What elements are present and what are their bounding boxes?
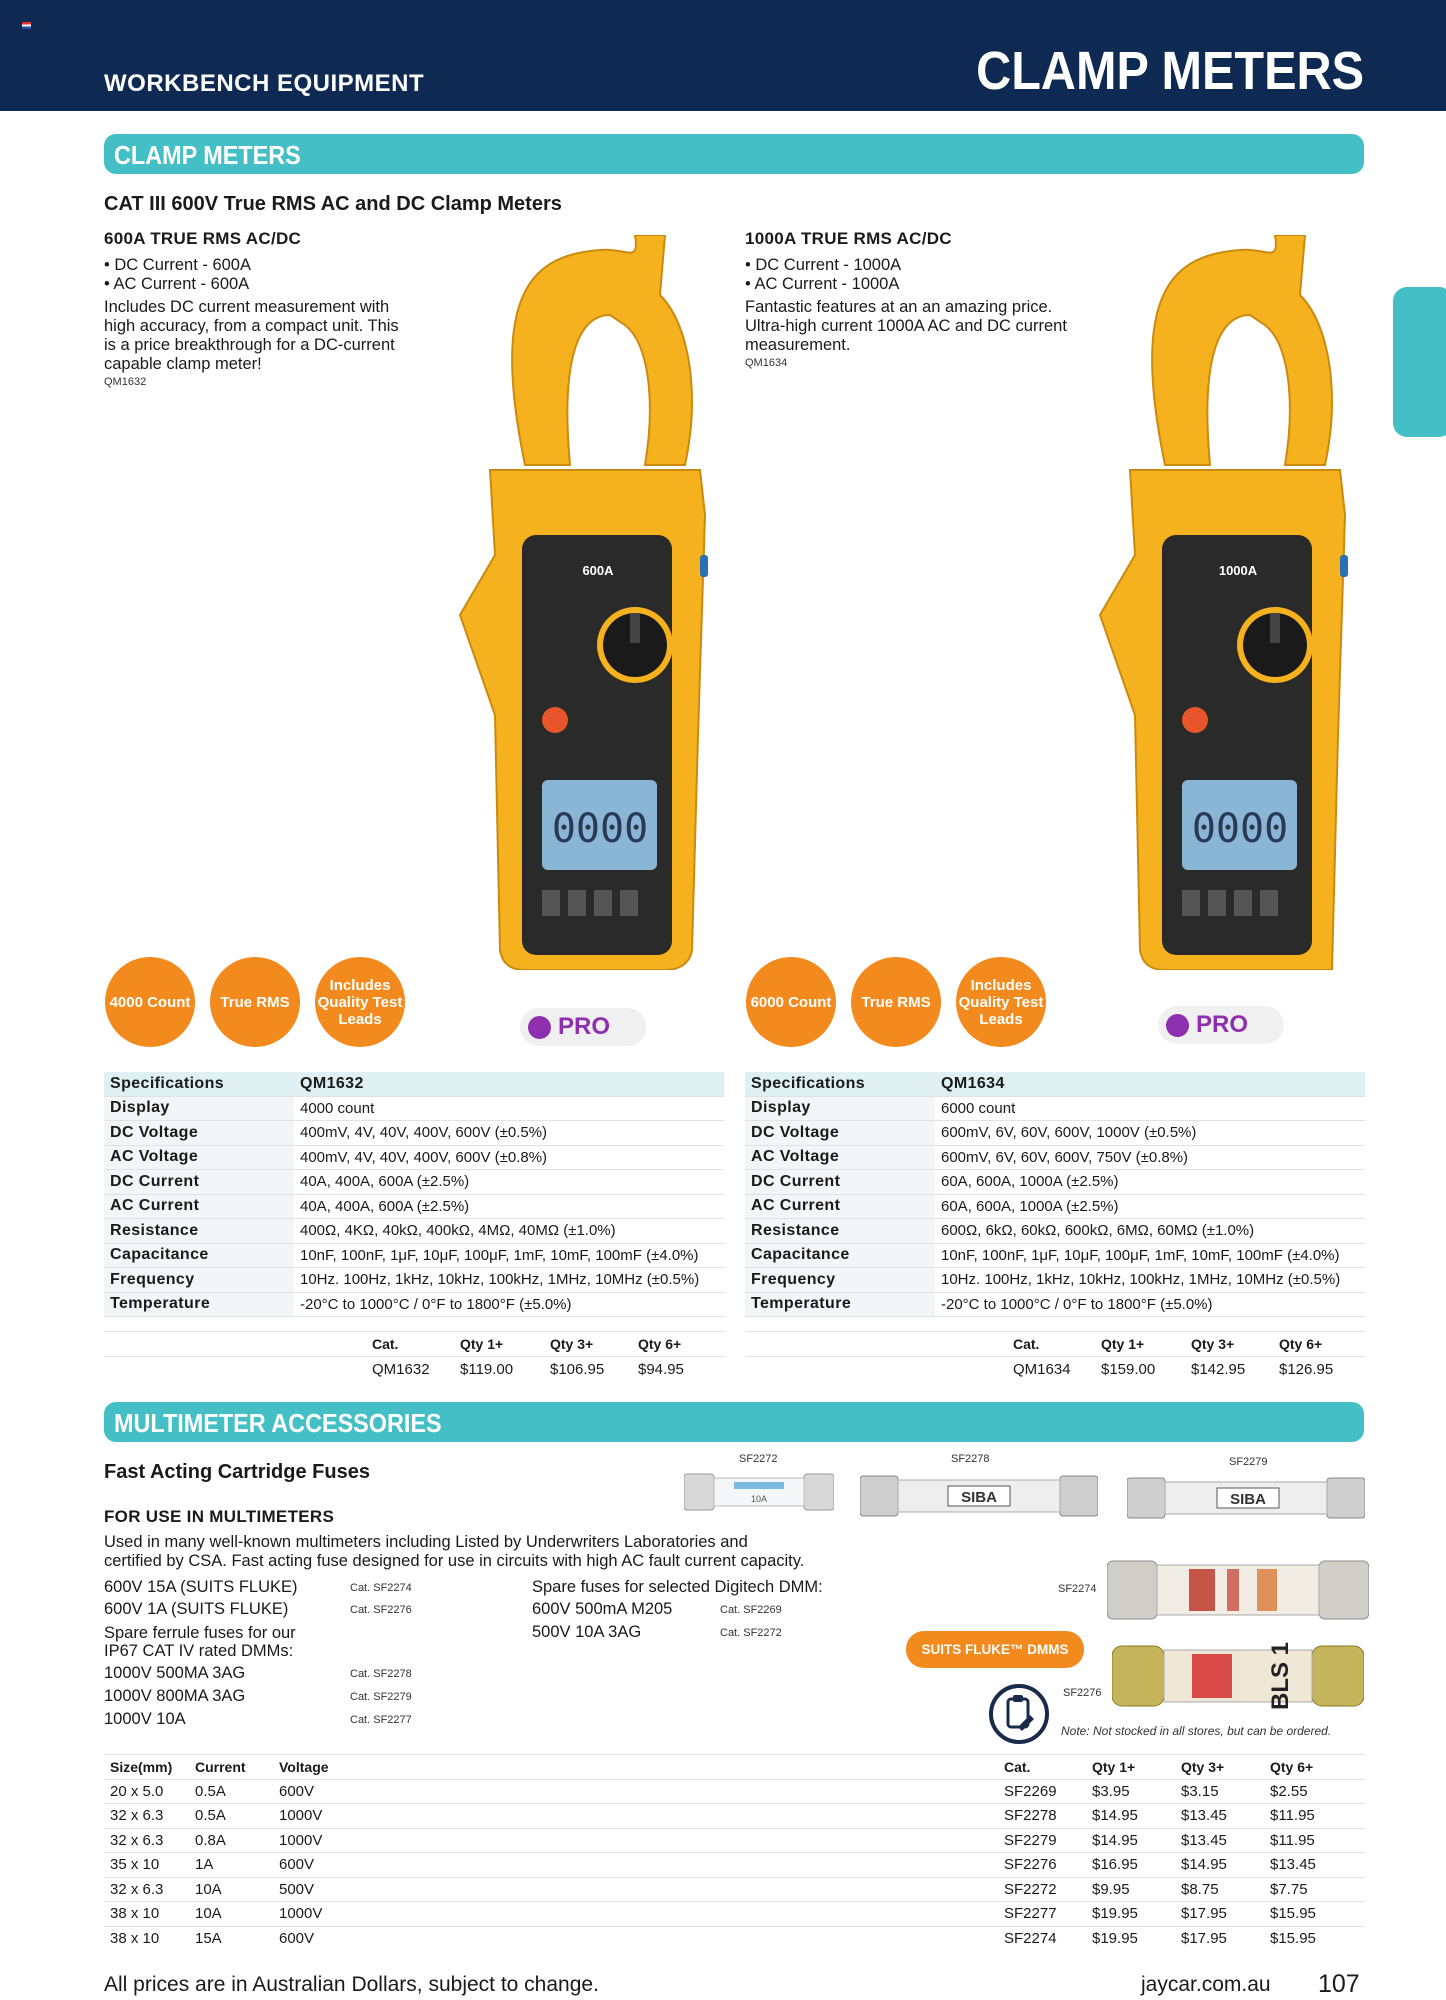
section-title: WORKBENCH EQUIPMENT bbox=[104, 70, 425, 97]
product-bullet: • DC Current - 600A bbox=[104, 256, 251, 274]
table-row: 32 x 6.3 10A 500V SF2272 $9.95 $8.75 $7.75 bbox=[104, 1877, 1365, 1902]
fuse-image-label: SF2272 bbox=[739, 1453, 778, 1465]
fuse-table bbox=[104, 1754, 1365, 1950]
spec-key: Resistance bbox=[745, 1219, 935, 1244]
price-header: Qty 6+ bbox=[638, 1332, 724, 1357]
spec-key: AC Current bbox=[104, 1194, 294, 1219]
product-bullet: • AC Current - 1000A bbox=[745, 275, 900, 293]
price-header: Qty 1+ bbox=[460, 1332, 550, 1357]
fuse-cat: Cat. SF2276 bbox=[350, 1604, 412, 1616]
fuse-table-header: Current bbox=[189, 1755, 273, 1780]
spec-key: AC Voltage bbox=[745, 1145, 935, 1170]
feature-badge: 6000 Count bbox=[746, 957, 836, 1047]
table-row: 35 x 10 1A 600V SF2276 $16.95 $14.95 $13.45 bbox=[104, 1853, 1365, 1878]
spec-key: AC Voltage bbox=[104, 1145, 294, 1170]
fuse-image-label: SF2278 bbox=[951, 1453, 990, 1465]
table-row: 20 x 5.0 0.5A 600V SF2269 $3.95 $3.15 $2.55 bbox=[104, 1779, 1365, 1804]
suits-fluke-badge: SUITS FLUKE™ DMMS bbox=[906, 1631, 1084, 1668]
fuse-mark: SIBA bbox=[1230, 1491, 1266, 1508]
price-value: $106.95 bbox=[550, 1357, 638, 1382]
feature-badge: Includes Quality Test Leads bbox=[315, 957, 405, 1047]
pro-dot-icon bbox=[528, 1016, 551, 1039]
fuse-cat: Cat. SF2277 bbox=[350, 1714, 412, 1726]
fuse-cat: Cat. SF2272 bbox=[720, 1627, 782, 1639]
spec-value: 600mV, 6V, 60V, 600V, 1000V (±0.5%) bbox=[935, 1121, 1365, 1146]
product-desc: Ultra-high current 1000A AC and DC current bbox=[745, 317, 1067, 335]
fuses-heading: Fast Acting Cartridge Fuses bbox=[104, 1461, 370, 1483]
spec-value: 6000 count bbox=[935, 1096, 1365, 1121]
fuse-image-label: SF2274 bbox=[1058, 1583, 1097, 1595]
spec-value: -20°C to 1000°C / 0°F to 1800°F (±5.0%) bbox=[935, 1292, 1365, 1317]
spec-header-code: QM1634 bbox=[935, 1072, 1365, 1096]
spec-value: 400mV, 4V, 40V, 400V, 600V (±0.8%) bbox=[294, 1145, 724, 1170]
spec-value: 10Hz. 100Hz, 1kHz, 10kHz, 100kHz, 1MHz, 10MHz (±0.5%) bbox=[294, 1268, 724, 1293]
fuse-table-header: Cat. bbox=[998, 1755, 1086, 1780]
price-header: Cat. bbox=[1013, 1332, 1101, 1357]
spec-key: Capacitance bbox=[745, 1243, 935, 1268]
fuse-image bbox=[860, 1472, 1098, 1520]
meter-display: 0000 bbox=[1191, 806, 1289, 852]
fuse-mark: BLS 1 bbox=[1267, 1641, 1294, 1711]
spec-header: Specifications bbox=[745, 1072, 935, 1096]
fuse-mark: 10A bbox=[750, 1494, 768, 1504]
order-note: Note: Not stocked in all stores, but can be ordered. bbox=[1061, 1724, 1332, 1738]
feature-badge: Includes Quality Test Leads bbox=[956, 957, 1046, 1047]
price-cat: QM1632 bbox=[372, 1357, 460, 1382]
pro-label: PRO bbox=[1196, 1011, 1249, 1038]
product-desc: capable clamp meter! bbox=[104, 355, 262, 373]
pro-badge bbox=[520, 1008, 646, 1046]
fuse-table-header: Qty 6+ bbox=[1264, 1755, 1365, 1780]
spec-key: Display bbox=[104, 1096, 294, 1121]
page-header bbox=[0, 0, 1446, 111]
price-cat: QM1634 bbox=[1013, 1357, 1101, 1382]
table-row: 38 x 10 10A 1000V SF2277 $19.95 $17.95 $15.95 bbox=[104, 1902, 1365, 1927]
fuse-item: 1000V 10A bbox=[104, 1710, 186, 1728]
fuse-cat: Cat. SF2278 bbox=[350, 1668, 412, 1680]
page-number: 107 bbox=[1318, 1970, 1360, 1998]
spec-value: 10nF, 100nF, 1μF, 10μF, 100μF, 1mF, 10mF, 100mF (±4.0%) bbox=[935, 1243, 1365, 1268]
table-row: 32 x 6.3 0.8A 1000V SF2279 $14.95 $13.45 $11.95 bbox=[104, 1828, 1365, 1853]
spec-value: 60A, 600A, 1000A (±2.5%) bbox=[935, 1194, 1365, 1219]
feature-badge: True RMS bbox=[851, 957, 941, 1047]
pro-label: PRO bbox=[558, 1013, 611, 1040]
feature-badge: 4000 Count bbox=[105, 957, 195, 1047]
price-value: $94.95 bbox=[638, 1357, 724, 1382]
fuses-subheading: FOR USE IN MULTIMETERS bbox=[104, 1507, 335, 1526]
fuse-item: 600V 1A (SUITS FLUKE) bbox=[104, 1600, 289, 1618]
spec-key: DC Current bbox=[745, 1170, 935, 1195]
price-header: Qty 6+ bbox=[1279, 1332, 1365, 1357]
fuse-cat: Cat. SF2269 bbox=[720, 1604, 782, 1616]
fuse-item: 500V 10A 3AG bbox=[532, 1623, 642, 1641]
price-value: $159.00 bbox=[1101, 1357, 1191, 1382]
spec-key: Frequency bbox=[745, 1268, 935, 1293]
spec-key: DC Voltage bbox=[745, 1121, 935, 1146]
spec-value: 4000 count bbox=[294, 1096, 724, 1121]
fuse-image bbox=[1112, 1640, 1364, 1712]
spec-header: Specifications bbox=[104, 1072, 294, 1096]
meter-range-label: 600A bbox=[582, 563, 614, 578]
fuse-item: 600V 15A (SUITS FLUKE) bbox=[104, 1578, 298, 1596]
clamp-meter-image bbox=[450, 235, 730, 970]
fuse-table-header: Qty 1+ bbox=[1086, 1755, 1175, 1780]
fuse-mark: SIBA bbox=[961, 1489, 997, 1506]
product-code: QM1634 bbox=[745, 357, 788, 369]
fuse-image bbox=[1127, 1474, 1365, 1522]
spec-key: Temperature bbox=[104, 1292, 294, 1317]
banner-label: CLAMP METERS bbox=[114, 140, 301, 170]
meter-range-label: 1000A bbox=[1218, 563, 1258, 578]
spec-value: 400Ω, 4KΩ, 40kΩ, 400kΩ, 4MΩ, 40MΩ (±1.0%) bbox=[294, 1219, 724, 1244]
banner-label: MULTIMETER ACCESSORIES bbox=[114, 1408, 442, 1438]
fuse-cat: Cat. SF2274 bbox=[350, 1582, 412, 1594]
price-header: Qty 3+ bbox=[1191, 1332, 1279, 1357]
fuse-image-label: SF2279 bbox=[1229, 1456, 1268, 1468]
spec-value: 600mV, 6V, 60V, 600V, 750V (±0.8%) bbox=[935, 1145, 1365, 1170]
spec-value: 40A, 400A, 600A (±2.5%) bbox=[294, 1170, 724, 1195]
pro-badge bbox=[1158, 1006, 1284, 1044]
spec-table bbox=[745, 1072, 1365, 1317]
spec-value: 10Hz. 100Hz, 1kHz, 10kHz, 100kHz, 1MHz, 10MHz (±0.5%) bbox=[935, 1268, 1365, 1293]
price-header: Qty 1+ bbox=[1101, 1332, 1191, 1357]
price-table bbox=[745, 1331, 1365, 1381]
spec-value: 600Ω, 6kΩ, 60kΩ, 600kΩ, 6MΩ, 60MΩ (±1.0%) bbox=[935, 1219, 1365, 1244]
footer-url[interactable]: jaycar.com.au bbox=[1141, 1973, 1271, 1996]
fuse-table-header: Voltage bbox=[273, 1755, 998, 1780]
fuse-image bbox=[684, 1470, 834, 1514]
page-title: CLAMP METERS bbox=[976, 41, 1364, 101]
fuse-item: 1000V 500MA 3AG bbox=[104, 1664, 246, 1682]
pro-dot-icon bbox=[1166, 1014, 1189, 1037]
product-desc: measurement. bbox=[745, 336, 851, 354]
price-header: Qty 3+ bbox=[550, 1332, 638, 1357]
product-name: 600A TRUE RMS AC/DC bbox=[104, 229, 302, 248]
product-code: QM1632 bbox=[104, 376, 147, 388]
price-header: Cat. bbox=[372, 1332, 460, 1357]
product-name: 1000A TRUE RMS AC/DC bbox=[745, 229, 952, 248]
product-desc: Fantastic features at an an amazing price. bbox=[745, 298, 1053, 316]
price-table bbox=[104, 1331, 724, 1381]
spec-key: Capacitance bbox=[104, 1243, 294, 1268]
spec-key: DC Voltage bbox=[104, 1121, 294, 1146]
product-bullet: • AC Current - 600A bbox=[104, 275, 250, 293]
price-value: $142.95 bbox=[1191, 1357, 1279, 1382]
product-desc: Includes DC current measurement with bbox=[104, 298, 390, 316]
spec-key: Frequency bbox=[104, 1268, 294, 1293]
table-row: 38 x 10 15A 600V SF2274 $19.95 $17.95 $15.95 bbox=[104, 1926, 1365, 1950]
ferrule-note: Spare ferrule fuses for our bbox=[104, 1624, 296, 1642]
price-value: $126.95 bbox=[1279, 1357, 1365, 1382]
ferrule-note: IP67 CAT IV rated DMMs: bbox=[104, 1642, 294, 1660]
fuse-cat: Cat. SF2279 bbox=[350, 1691, 412, 1703]
order-icon bbox=[988, 1683, 1050, 1745]
side-tab[interactable] bbox=[1393, 287, 1446, 437]
spec-value: 40A, 400A, 600A (±2.5%) bbox=[294, 1194, 724, 1219]
spec-value: 10nF, 100nF, 1μF, 10μF, 100μF, 1mF, 10mF, 100mF (±4.0%) bbox=[294, 1243, 724, 1268]
spec-value: 60A, 600A, 1000A (±2.5%) bbox=[935, 1170, 1365, 1195]
accessories-banner bbox=[104, 1402, 1364, 1442]
fuse-image-label: SF2276 bbox=[1063, 1687, 1102, 1699]
spec-value: 400mV, 4V, 40V, 400V, 600V (±0.5%) bbox=[294, 1121, 724, 1146]
digitech-note: Spare fuses for selected Digitech DMM: bbox=[532, 1578, 823, 1596]
spec-header-code: QM1632 bbox=[294, 1072, 724, 1096]
meter-display: 0000 bbox=[551, 806, 649, 852]
clamp-meters-banner bbox=[104, 134, 1364, 174]
price-value: $119.00 bbox=[460, 1357, 550, 1382]
spec-value: -20°C to 1000°C / 0°F to 1800°F (±5.0%) bbox=[294, 1292, 724, 1317]
spec-table bbox=[104, 1072, 724, 1317]
fuse-table-header: Size(mm) bbox=[104, 1755, 189, 1780]
fuse-item: 600V 500mA M205 bbox=[532, 1600, 673, 1618]
feature-badge: True RMS bbox=[210, 957, 300, 1047]
spec-key: AC Current bbox=[745, 1194, 935, 1219]
spec-key: Temperature bbox=[745, 1292, 935, 1317]
spec-key: Resistance bbox=[104, 1219, 294, 1244]
flag-icon bbox=[22, 22, 31, 29]
product-desc: high accuracy, from a compact unit. This bbox=[104, 317, 399, 335]
footer-note: All prices are in Australian Dollars, subject to change. bbox=[104, 1973, 599, 1996]
table-row: 32 x 6.3 0.5A 1000V SF2278 $14.95 $13.45 $11.95 bbox=[104, 1804, 1365, 1829]
fuses-desc: certified by CSA. Fast acting fuse designed for use in circuits with high AC fault current capacity. bbox=[104, 1552, 805, 1570]
fuses-desc: Used in many well-known multimeters including Listed by Underwriters Laboratories and bbox=[104, 1533, 748, 1551]
fuse-table-header: Qty 3+ bbox=[1175, 1755, 1264, 1780]
category-heading: CAT III 600V True RMS AC and DC Clamp Meters bbox=[104, 193, 562, 215]
spec-key: DC Current bbox=[104, 1170, 294, 1195]
product-bullet: • DC Current - 1000A bbox=[745, 256, 902, 274]
spec-key: Display bbox=[745, 1096, 935, 1121]
fuse-image bbox=[1107, 1555, 1369, 1625]
fuse-item: 1000V 800MA 3AG bbox=[104, 1687, 246, 1705]
clamp-meter-image bbox=[1090, 235, 1370, 970]
product-desc: is a price breakthrough for a DC-current bbox=[104, 336, 395, 354]
